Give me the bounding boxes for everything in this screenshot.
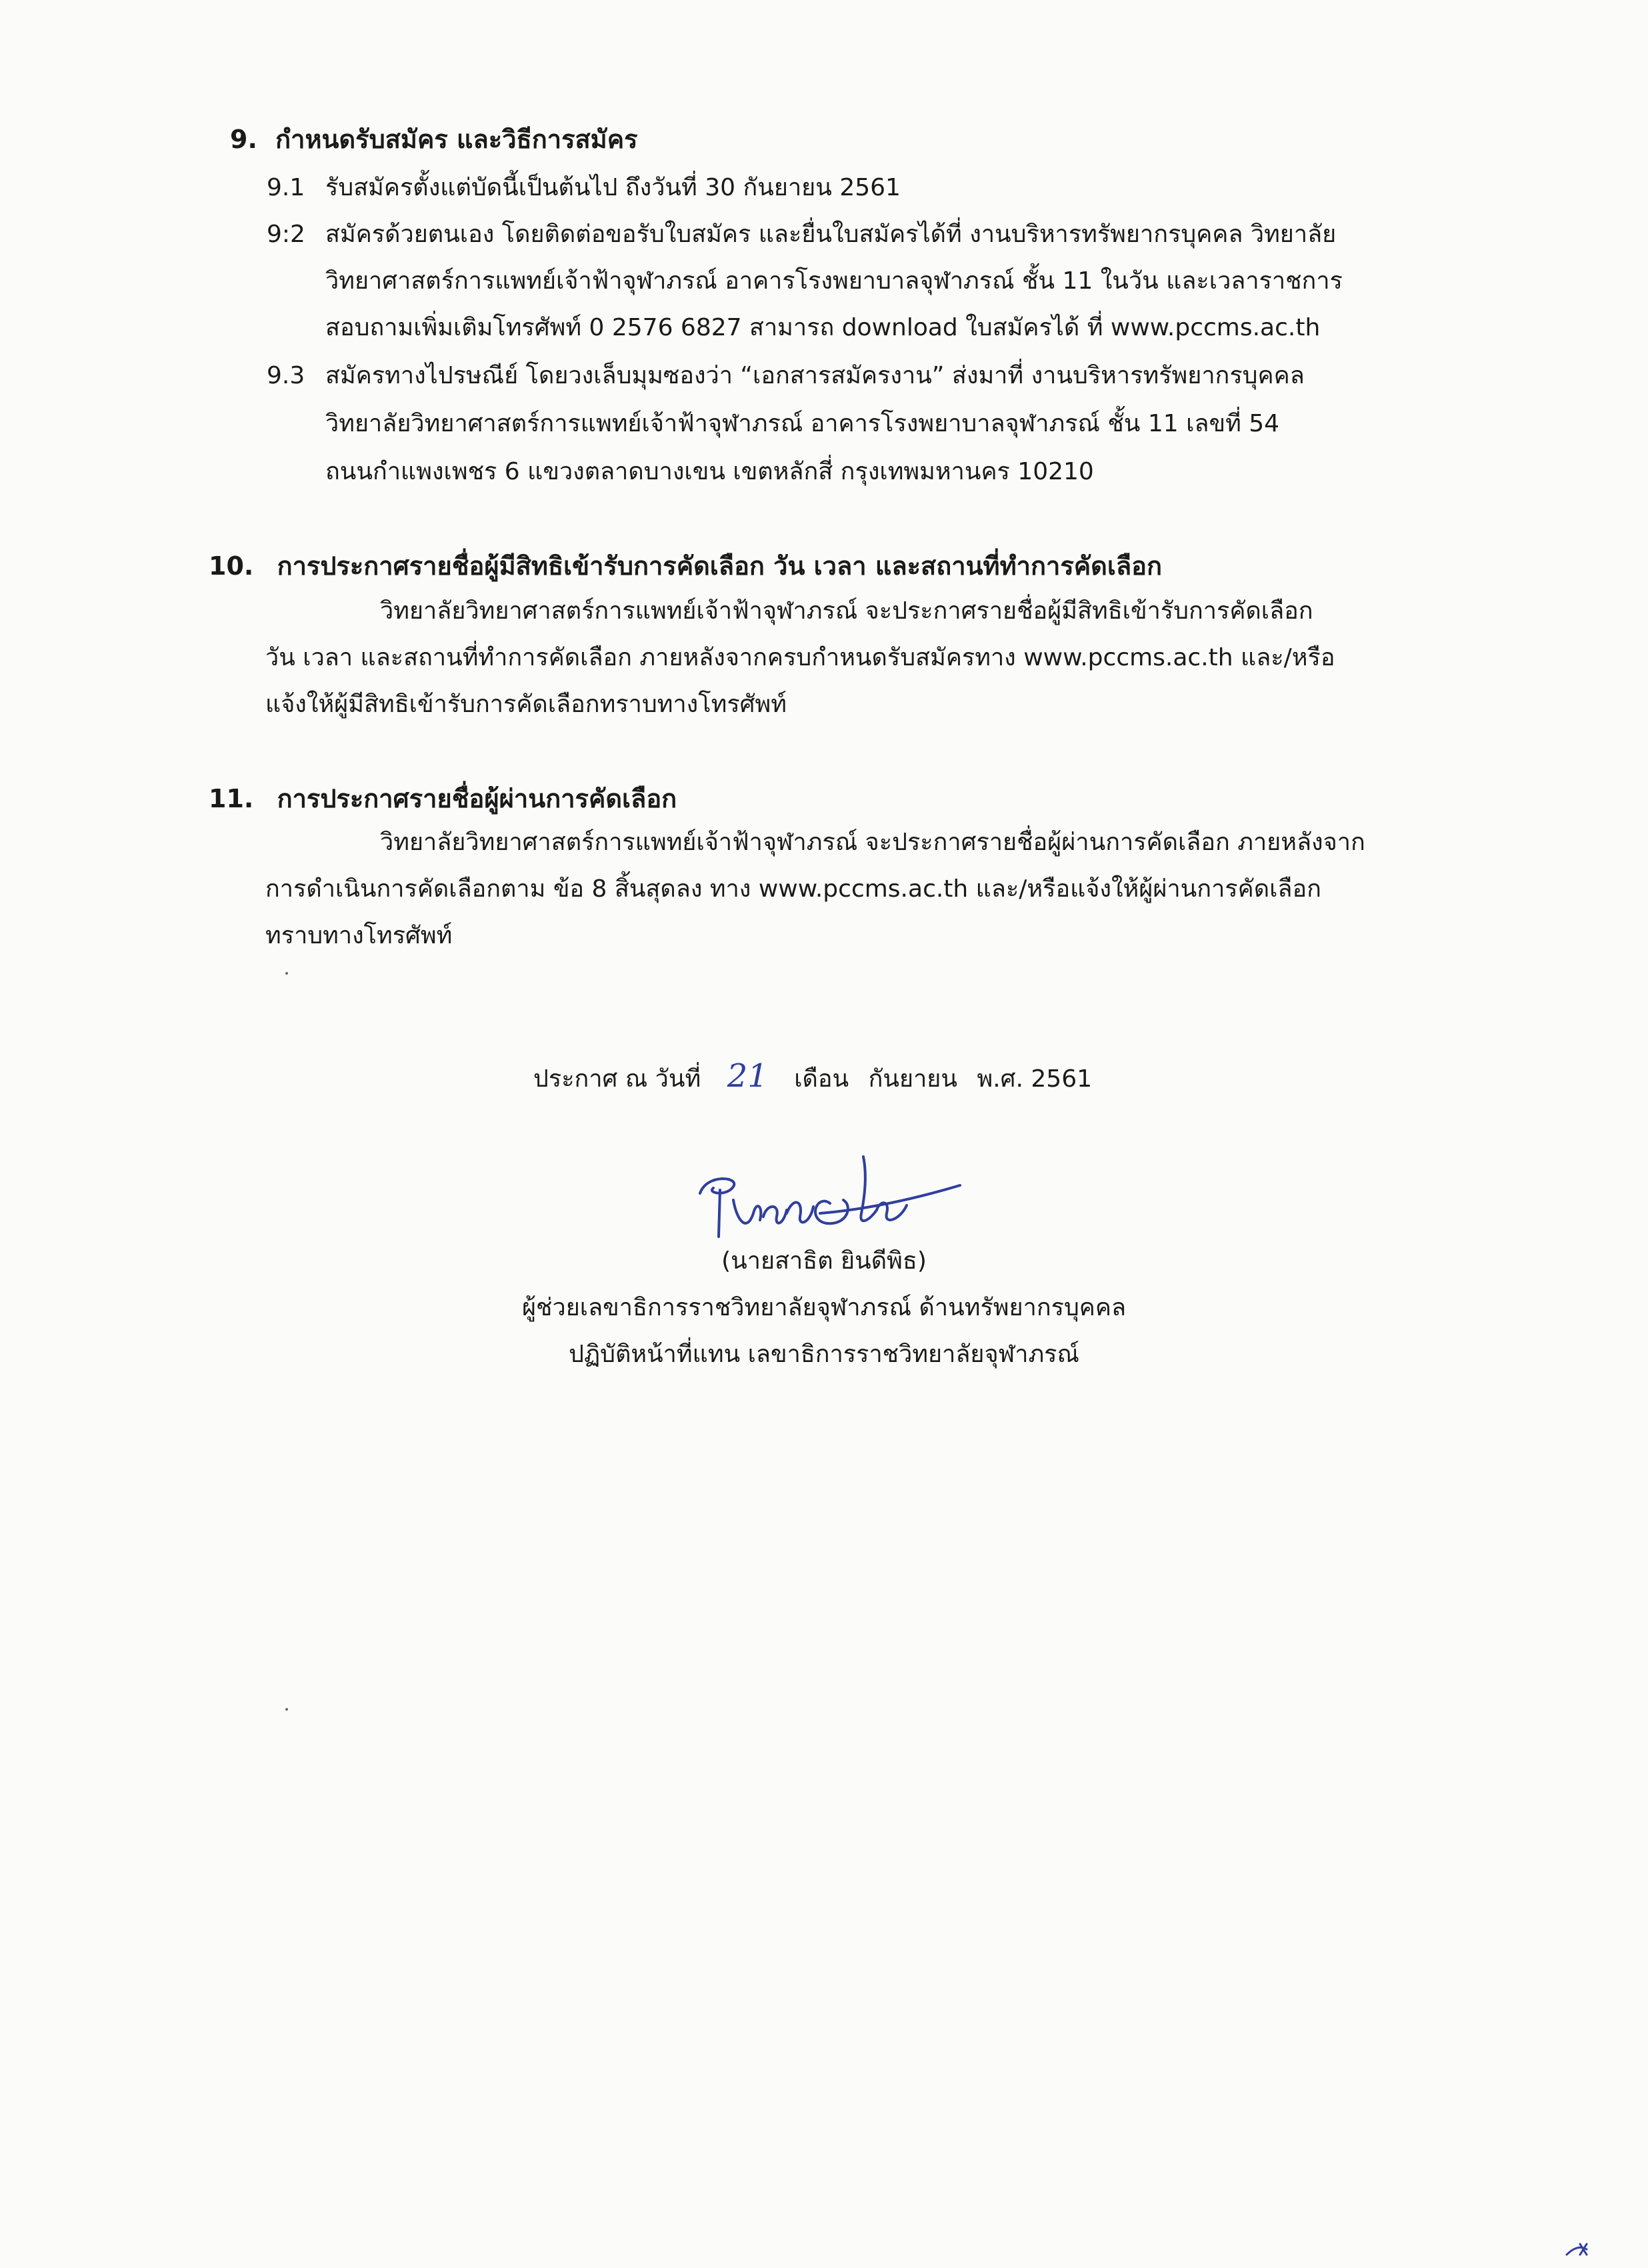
section-11-line-2: การดำเนินการคัดเลือกตาม ข้อ 8 สิ้นสุดลง ทาง www.pccms.ac.th และ/หรือแจ้งให้ผู้ผ่านการคัดเลือก xyxy=(265,875,1321,903)
section-9-number: 9. xyxy=(230,125,257,154)
section-10-line-1: วิทยาลัยวิทยาศาสตร์การแพทย์เจ้าฟ้าจุฬาภรณ์ จะประกาศรายชื่อผู้มีสิทธิเข้ารับการคัดเลือก xyxy=(380,597,1313,625)
section-11-line-1: วิทยาลัยวิทยาศาสตร์การแพทย์เจ้าฟ้าจุฬาภรณ์ จะประกาศรายชื่อผู้ผ่านการคัดเลือก ภายหลังจาก xyxy=(380,829,1365,856)
initial-mark-icon xyxy=(1563,2240,1597,2260)
section-10-line-3: แจ้งให้ผู้มีสิทธิเข้ารับการคัดเลือกทราบทางโทรศัพท์ xyxy=(265,691,787,718)
announcement-month-label: เดือน xyxy=(794,1065,849,1093)
section-9-title: กำหนดรับสมัคร และวิธีการสมัคร xyxy=(275,125,638,154)
announcement-date xyxy=(533,1057,1092,1095)
section-10-line-2: วัน เวลา และสถานที่ทำการคัดเลือก ภายหลังจากครบกำหนดรับสมัครทาง www.pccms.ac.th และ/หรือ xyxy=(265,644,1335,671)
item-9-3-number: 9.3 xyxy=(267,362,305,389)
signature-image xyxy=(687,1147,967,1260)
signatory-name: (นายสาธิต ยินดีพิธ) xyxy=(721,1247,927,1275)
item-9-2-line-1: สมัครด้วยตนเอง โดยติดต่อขอรับใบสมัคร และยื่นใบสมัครได้ที่ งานบริหารทรัพยากรบุคคล วิทยาลัย xyxy=(325,221,1337,248)
item-9-1-line-1: รับสมัครตั้งแต่บัดนี้เป็นต้นไป ถึงวันที่ 30 กันยายน 2561 xyxy=(325,174,901,201)
section-11-line-3: ทราบทางโทรศัพท์ xyxy=(265,922,453,949)
section-9-heading xyxy=(230,123,638,155)
item-9-3-line-1: สมัครทางไปรษณีย์ โดยวงเล็บมุมซองว่า “เอกสารสมัครงาน” ส่งมาที่ งานบริหารทรัพยากรบุคคล xyxy=(325,362,1305,389)
item-9-3-line-2: วิทยาลัยวิทยาศาสตร์การแพทย์เจ้าฟ้าจุฬาภรณ์ อาคารโรงพยาบาลจุฬาภรณ์ ชั้น 11 เลขที่ 54 xyxy=(325,410,1280,437)
section-11-number: 11. xyxy=(209,784,254,813)
scan-speck xyxy=(285,972,288,975)
item-9-2-number: 9:2 xyxy=(267,221,305,248)
announcement-day-handwritten: 21 xyxy=(727,1057,768,1095)
announcement-year: พ.ศ. 2561 xyxy=(977,1065,1092,1093)
section-11-heading xyxy=(209,783,677,815)
section-10-number: 10. xyxy=(209,551,254,581)
announcement-month: กันยายน xyxy=(868,1065,958,1093)
item-9-3-line-3: ถนนกำแพงเพชร 6 แขวงตลาดบางเขน เขตหลักสี่ กรุงเทพมหานคร 10210 xyxy=(325,458,1094,485)
section-10-heading xyxy=(209,550,1162,582)
item-9-2-line-3: สอบถามเพิ่มเติมโทรศัพท์ 0 2576 6827 สามารถ download ใบสมัครได้ ที่ www.pccms.ac.th xyxy=(325,314,1321,341)
signatory-position-2: ปฏิบัติหน้าที่แทน เลขาธิการราชวิทยาลัยจุฬาภรณ์ xyxy=(569,1341,1079,1368)
scan-speck xyxy=(285,1708,288,1711)
signatory-position-1: ผู้ช่วยเลขาธิการราชวิทยาลัยจุฬาภรณ์ ด้านทรัพยากรบุคคล xyxy=(521,1294,1127,1321)
announcement-prefix: ประกาศ ณ วันที่ xyxy=(533,1065,701,1093)
item-9-2-line-2: วิทยาศาสตร์การแพทย์เจ้าฟ้าจุฬาภรณ์ อาคารโรงพยาบาลจุฬาภรณ์ ชั้น 11 ในวัน และเวลาราชการ xyxy=(325,267,1343,295)
section-11-title: การประกาศรายชื่อผู้ผ่านการคัดเลือก xyxy=(277,784,677,813)
item-9-1-number: 9.1 xyxy=(267,174,305,201)
section-10-title: การประกาศรายชื่อผู้มีสิทธิเข้ารับการคัดเลือก วัน เวลา และสถานที่ทำการคัดเลือก xyxy=(277,551,1162,581)
